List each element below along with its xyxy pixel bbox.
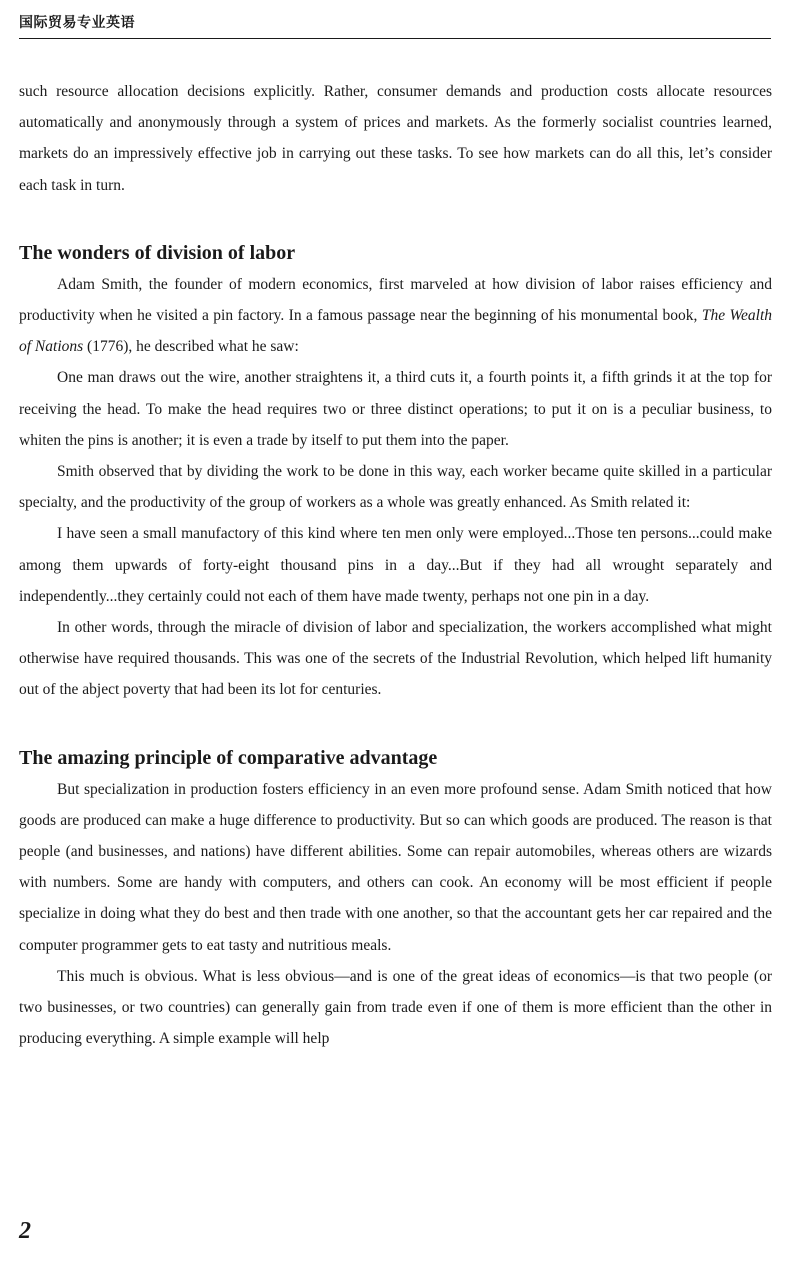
quote-paragraph-manufactory: I have seen a small manufactory of this kind where ten men only were employed...Those ten persons...could make among them upwards of forty-eight thousand pins in a day...But if they had all wrought separately and independently...they certainly could not each of them have made twenty, perhaps not one pin in a day. [19, 525, 772, 605]
page-number: 2 [19, 1218, 31, 1244]
page-body [19, 76, 772, 1054]
running-header: 国际贸易专业英语 [19, 15, 135, 31]
paragraph-smith-observed: Smith observed that by dividing the work to be done in this way, each worker became quite skilled in a particular specialty, and the productivity of the group of workers as a whole was greatly enhanced. As Smith related it: [19, 463, 772, 512]
text-run: (1776), he described what he saw: [83, 338, 299, 356]
paragraph-specialization: But specialization in production fosters efficiency in an even more profound sense. Adam Smith noticed that how goods are produced can make a huge difference to productivity. But so can which goods are produced. The reason is that people (and businesses, and nations) have different abilities. Some can repair automobiles, whereas others are wizards with numbers. Some are handy with computers, and others can cook. An economy will be most efficient if people specialize in doing what they do best and then trade with one another, so that the accountant gets her car repaired and the computer programmer gets to eat tasty and nutritious meals. [19, 780, 772, 954]
paragraph-adam-smith [19, 269, 772, 363]
book-title: The Wealth of Nations [19, 307, 773, 356]
header-rule [19, 38, 771, 39]
paragraph-in-other-words: In other words, through the miracle of division of labor and specialization, the workers accomplished what might otherwise have required thousands. This was one of the secrets of the Industrial Revolution, which helped lift humanity out of the abject poverty that had been its lot for centuries. [19, 619, 772, 699]
paragraph-this-much-is-obvious: This much is obvious. What is less obvious—and is one of the great ideas of economics—is that two people (or two businesses, or two countries) can generally gain from trade even if one of them is more efficient than the other in producing everything. A simple example will help [19, 967, 772, 1048]
text-run: Adam Smith, the founder of modern economics, first marveled at how division of labor raises efficiency and productivity when he visited a pin factory. In a famous passage near the beginning of his monumental book, [19, 275, 772, 325]
section-heading-division-of-labor: The wonders of division of labor [19, 241, 296, 264]
section-heading-comparative-advantage: The amazing principle of comparative advantage [19, 746, 438, 769]
quote-paragraph-pin-factory: One man draws out the wire, another straightens it, a third cuts it, a fourth points it, a fifth grinds it at the top for receiving the head. To make the head requires two or three distinct operations; to put it on is a peculiar business, to whiten the pins is another; it is even a trade by itself to put them into the paper. [19, 369, 772, 449]
intro-paragraph: such resource allocation decisions explicitly. Rather, consumer demands and production costs allocate resources automatically and anonymously through a system of prices and markets. As the formerly socialist countries learned, markets do an impressively effective job in carrying out these tasks. To see how markets can do all this, let’s consider each task in turn. [19, 83, 772, 194]
